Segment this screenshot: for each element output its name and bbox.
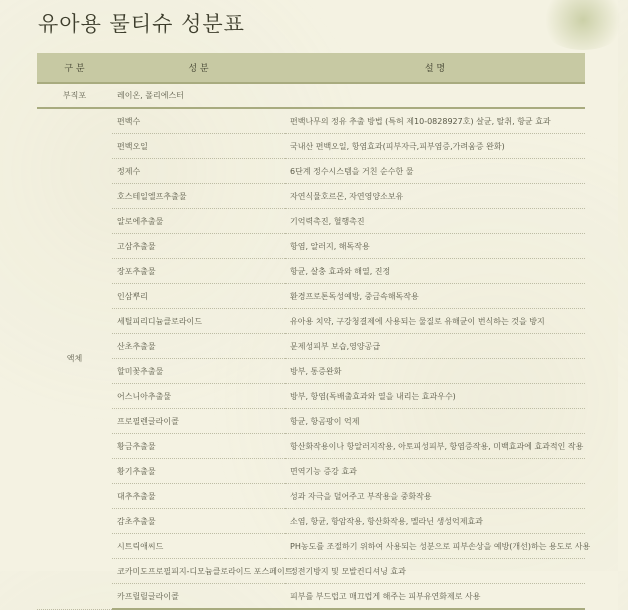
ingredient-cell: 감초추출물 bbox=[112, 509, 285, 534]
ingredient-cell: 카프릴릴글라이콜 bbox=[112, 584, 285, 610]
table-row bbox=[37, 509, 585, 534]
ingredient-cell: 프로필렌글라이콜 bbox=[112, 409, 285, 434]
description-cell: 자연식물호르몬, 자연영양소보유 bbox=[285, 184, 585, 209]
ingredient-cell: 세틸피리디늄클로라이드 bbox=[112, 309, 285, 334]
ingredient-cell: 호스테일엘프추출물 bbox=[112, 184, 285, 209]
table-row bbox=[37, 284, 585, 309]
ingredient-cell: 장포추출물 bbox=[112, 259, 285, 284]
description-cell: 정전기방지 및 모발컨디셔닝 효과 bbox=[285, 559, 585, 584]
description-cell: 6단계 정수시스템을 거친 순수한 물 bbox=[285, 159, 585, 184]
table-row bbox=[37, 484, 585, 509]
ingredient-cell: 고삼추출물 bbox=[112, 234, 285, 259]
table-row bbox=[37, 434, 585, 459]
table-row bbox=[37, 184, 585, 209]
description-cell: 항균, 항곰팡이 억제 bbox=[285, 409, 585, 434]
category-cell: 부직포 bbox=[37, 83, 112, 108]
table-row bbox=[37, 384, 585, 409]
description-cell: 문제성피부 보습,영양공급 bbox=[285, 334, 585, 359]
table-row bbox=[37, 459, 585, 484]
table-row bbox=[37, 334, 585, 359]
description-cell: 피부를 부드럽고 매끄럽게 해주는 피부유연화제로 사용 bbox=[285, 584, 585, 610]
ingredient-cell: 시트릭애씨드 bbox=[112, 534, 285, 559]
table-row bbox=[37, 209, 585, 234]
table-row bbox=[37, 83, 585, 108]
ingredient-cell: 편백수 bbox=[112, 108, 285, 134]
table-row bbox=[37, 584, 585, 610]
description-cell: 편백나무의 정유 추출 방법 (특허 제10-0828927호) 살균, 탈취, 항균 효과 bbox=[285, 108, 585, 134]
table-row bbox=[37, 108, 585, 134]
ingredient-cell: 인삼뿌리 bbox=[112, 284, 285, 309]
description-cell: 항산화작용이나 항알러지작용, 아토피성피부, 항염증작용, 미백효과에 효과적인 작용 bbox=[285, 434, 585, 459]
description-cell: 항균, 살충 효과와 해열, 진정 bbox=[285, 259, 585, 284]
description-cell: 유아용 치약, 구강청결제에 사용되는 물질로 유해균이 번식하는 것을 방지 bbox=[285, 309, 585, 334]
description-cell: 소염, 항균, 항암작용, 항산화작용, 멜라닌 생성억제효과 bbox=[285, 509, 585, 534]
ingredient-cell: 편백오일 bbox=[112, 134, 285, 159]
description-cell: 기억력촉진, 혈행촉진 bbox=[285, 209, 585, 234]
ingredient-cell: 알로에추출물 bbox=[112, 209, 285, 234]
description-cell: 항염, 알러지, 해독작용 bbox=[285, 234, 585, 259]
ingredients-table bbox=[37, 53, 591, 610]
ingredient-cell: 어스니아추출물 bbox=[112, 384, 285, 409]
table-row bbox=[37, 309, 585, 334]
table-row bbox=[37, 134, 585, 159]
table-row bbox=[37, 159, 585, 184]
description-cell: 국내산 편백오일, 항염효과(피부자극,피부염증,가려움증 완화) bbox=[285, 134, 585, 159]
table-row bbox=[37, 559, 585, 584]
table-row bbox=[37, 534, 585, 559]
description-cell bbox=[285, 83, 585, 108]
ingredient-cell: 할미꽃추출물 bbox=[112, 359, 285, 384]
description-cell: PH농도를 조절하기 위하여 사용되는 성분으로 피부손상을 예방(개선)하는 용도로 사용 bbox=[285, 534, 585, 559]
description-cell: 환경프로톤독성예방, 중금속해독작용 bbox=[285, 284, 585, 309]
header-ingredient: 성 분 bbox=[112, 53, 285, 83]
header-category: 구 분 bbox=[37, 53, 112, 83]
category-cell: 액체 bbox=[37, 108, 112, 609]
description-cell: 성과 자극을 덜어주고 부작용을 중화작용 bbox=[285, 484, 585, 509]
table-row bbox=[37, 359, 585, 384]
header-description: 설 명 bbox=[285, 53, 585, 83]
description-cell: 방부, 통증완화 bbox=[285, 359, 585, 384]
description-cell: 면역기능 증강 효과 bbox=[285, 459, 585, 484]
ingredient-cell: 정제수 bbox=[112, 159, 285, 184]
ingredient-cell: 코카미도프로필피지-디모늄클로라이드 포스페이트 bbox=[112, 559, 285, 584]
ingredient-cell: 대추추출물 bbox=[112, 484, 285, 509]
ingredient-cell: 산초추출물 bbox=[112, 334, 285, 359]
ingredient-cell: 레이온, 폴리에스터 bbox=[112, 83, 285, 108]
corner-decoration bbox=[538, 0, 628, 50]
table-row bbox=[37, 409, 585, 434]
page-title: 유아용 물티슈 성분표 bbox=[38, 12, 245, 36]
ingredient-cell: 황금추출물 bbox=[112, 434, 285, 459]
table-row bbox=[37, 234, 585, 259]
table-row bbox=[37, 259, 585, 284]
table-header-row bbox=[37, 53, 585, 83]
ingredient-cell: 황기추출물 bbox=[112, 459, 285, 484]
description-cell: 방부, 항염(독배출효과와 열을 내리는 효과우수) bbox=[285, 384, 585, 409]
